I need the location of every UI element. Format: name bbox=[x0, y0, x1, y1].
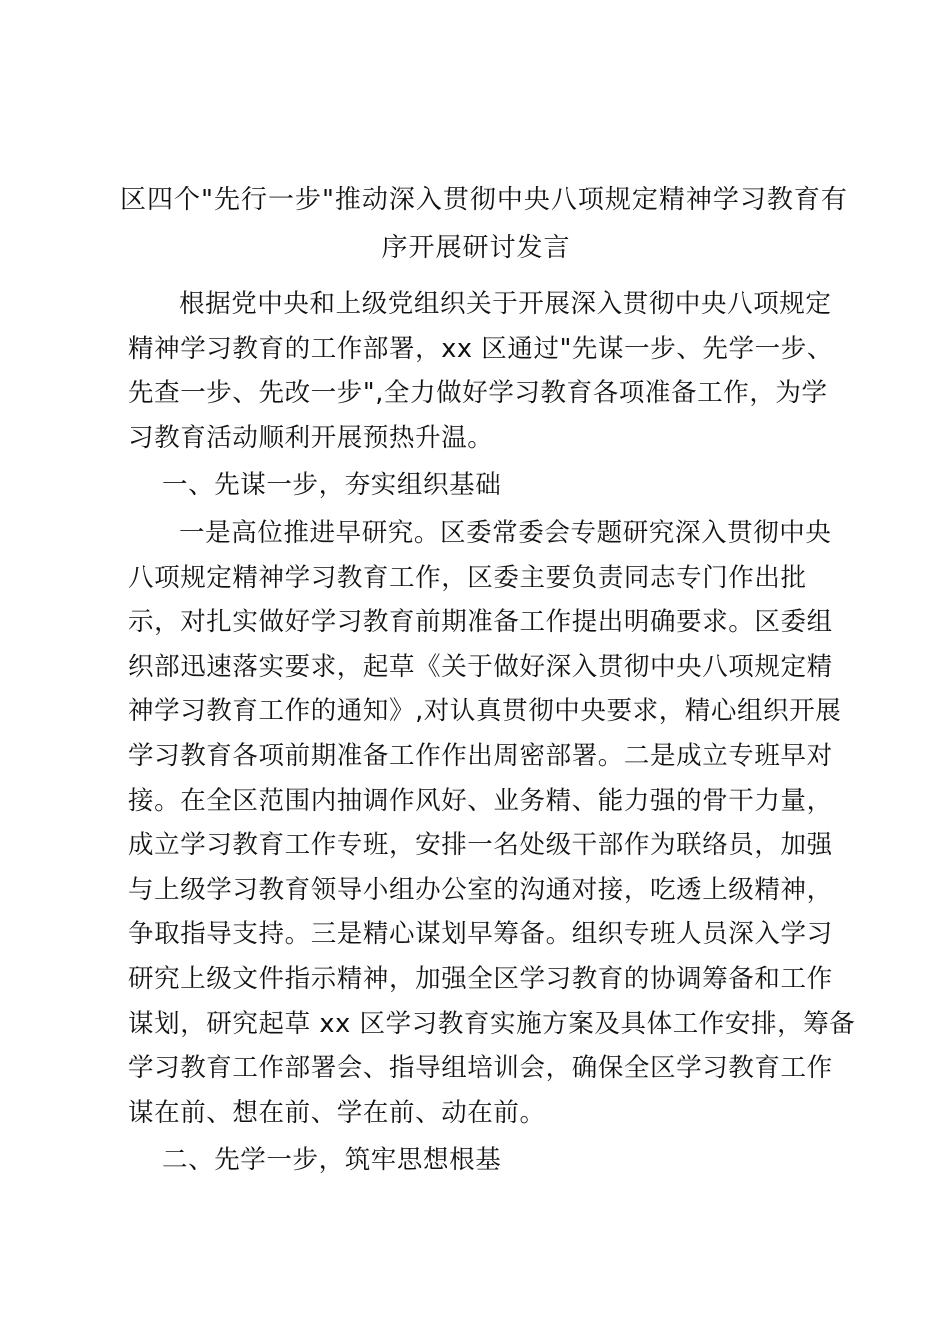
paragraph-line: 一是高位推进早研究。区委常委会专题研究深入贯彻中央 bbox=[179, 517, 832, 548]
paragraph-line: 与上级学习教育领导小组办公室的沟通对接，吃透上级精神， bbox=[128, 874, 833, 905]
document-body bbox=[128, 282, 856, 1183]
paragraph-line: 成立学习教育工作专班，安排一名处级干部作为联络员，加强 bbox=[128, 830, 833, 861]
paragraph-line: 根据党中央和上级党组织关于开展深入贯彻中央八项规定 bbox=[179, 289, 832, 319]
intro-paragraph bbox=[128, 282, 833, 460]
paragraph-line: 学习教育工作部署会、指导组培训会，确保全区学习教育工作 bbox=[128, 1053, 833, 1084]
paragraph-line: 精神学习教育的工作部署，xx 区通过"先谋一步、先学一步、 bbox=[128, 333, 833, 364]
paragraph-line: 接。在全区范围内抽调作风好、业务精、能力强的骨干力量， bbox=[128, 785, 833, 816]
paragraph-line: 谋在前、想在前、学在前、动在前。 bbox=[128, 1097, 546, 1128]
paragraph-line: 学习教育各项前期准备工作作出周密部署。二是成立专班早对 bbox=[128, 740, 833, 771]
title-line-2: 序开展研讨发言 bbox=[381, 233, 571, 263]
paragraph-line: 示，对扎实做好学习教育前期准备工作提出明确要求。区委组 bbox=[128, 607, 833, 638]
document-title bbox=[120, 176, 848, 272]
title-line-1: 区四个"先行一步"推动深入贯彻中央八项规定精神学习教育有 bbox=[120, 185, 848, 215]
paragraph-line: 先查一步、先改一步",全力做好学习教育各项准备工作，为学 bbox=[128, 378, 828, 409]
paragraph-line: 八项规定精神学习教育工作，区委主要负责同志专门作出批 bbox=[128, 562, 807, 593]
paragraph-line: 争取指导支持。三是精心谋划早筹备。组织专班人员深入学习 bbox=[128, 919, 833, 950]
paragraph-line: 织部迅速落实要求，起草《关于做好深入贯彻中央八项规定精 bbox=[128, 651, 833, 682]
paragraph-line: 研究上级文件指示精神，加强全区学习教育的协调筹备和工作 bbox=[128, 963, 833, 994]
section-1-paragraph bbox=[128, 511, 856, 1135]
paragraph-line: 习教育活动顺利开展预热升温。 bbox=[128, 422, 494, 453]
paragraph-line: 神学习教育工作的通知》,对认真贯彻中央要求，精心组织开展 bbox=[128, 696, 842, 727]
section-heading-1: 一、先谋一步，夯实组织基础 bbox=[162, 470, 502, 501]
paragraph-line: 谋划，研究起草 xx 区学习教育实施方案及具体工作安排，筹备 bbox=[128, 1008, 856, 1039]
section-heading-2: 二、先学一步，筑牢思想根基 bbox=[162, 1145, 502, 1176]
